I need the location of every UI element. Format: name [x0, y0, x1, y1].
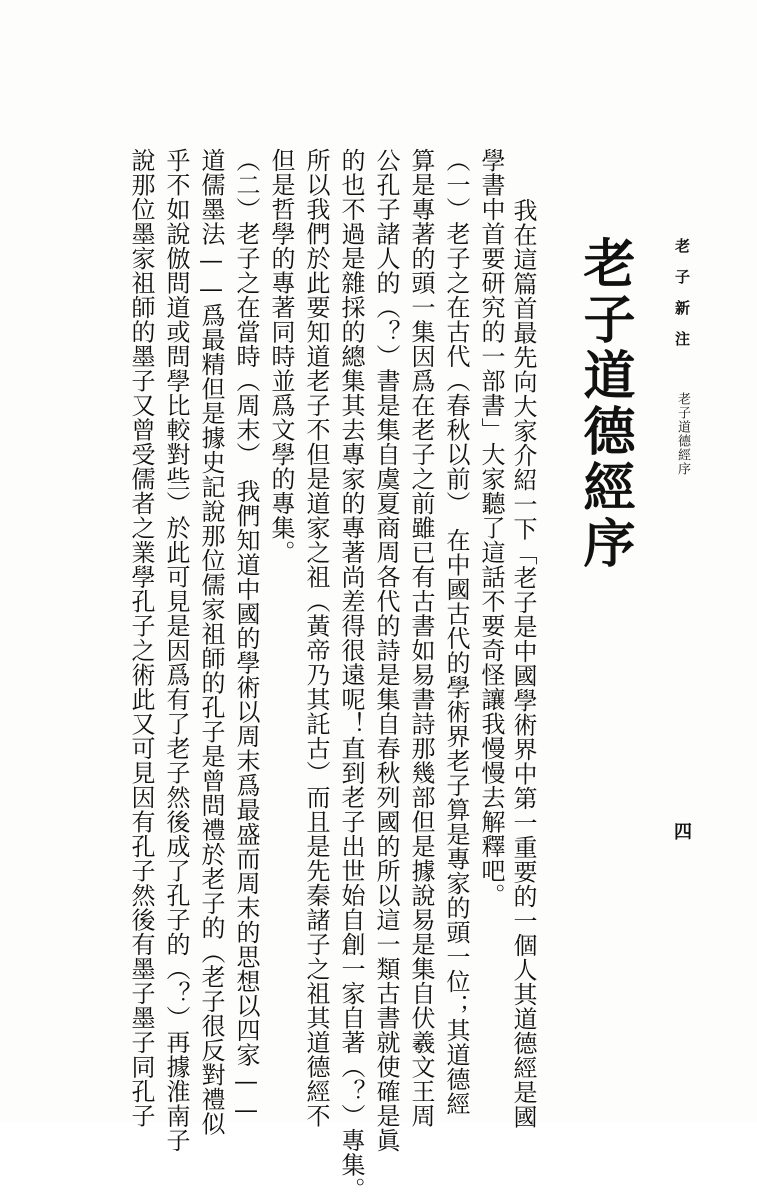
- text-column-12: 說那位墨家祖師的墨子又曾受儒者之業學孔子之術此又可見因有孔子然後有墨子墨子同孔子: [127, 148, 155, 1128]
- running-header-book-title: 老子新注: [673, 238, 691, 362]
- text-column-9: （二）老子之在當時（周末） 我們知道中國的學術以周末爲最盛而周末的思想以四家——: [232, 148, 260, 1124]
- page-title: 老子道德經序: [574, 236, 635, 572]
- text-column-7: 所以我們於此要知道老子不但是道家之祖（黃帝乃其託古）而且是先秦諸子之祖其道德經不: [302, 148, 330, 1128]
- running-header-section-title: 老子道德經序: [675, 392, 690, 476]
- text-column-10: 道儒墨法——爲最精但是據史記說那位儒家祖師的孔子是曾問禮於老子的（老子很反對禮似: [197, 148, 225, 1136]
- text-column-1: 我在這篇首最先向大家介紹一下「老子是中國學術界中第一重要的一個人其道德經是國: [509, 198, 537, 1129]
- text-column-8: 但是哲學的專著同時並爲文學的專集。: [267, 148, 295, 565]
- text-column-5: 公孔子諸人的（？）書是集自虞夏商周各代的詩是集自春秋列國的所以這一類古書就使確是眞: [372, 148, 400, 1153]
- text-column-3: （一）老子之在古代（春秋以前） 在中國古代的學術界老子算是專家的頭一位；其道德經: [442, 148, 470, 1116]
- text-column-2: 學書中首要研究的一部書」大家聽了這話不要奇怪讓我慢慢去解釋吧。: [477, 148, 505, 908]
- text-column-11: 乎不如說倣問道或問學比較對些）於此可見是因爲有了老子然後成了孔子的（？）再據淮南子: [162, 148, 190, 1153]
- text-column-4: 算是專著的頭一集因爲在老子之前雖已有古書如易書詩那幾部但是據說易是集自伏羲文王周: [407, 148, 435, 1128]
- text-column-6: 的也不過是雜採的總集其去專家的專著尚差得很遠呢！直到老子出世始自創一家自著（？）專集。: [337, 148, 365, 1202]
- page-number: 四: [671, 822, 692, 840]
